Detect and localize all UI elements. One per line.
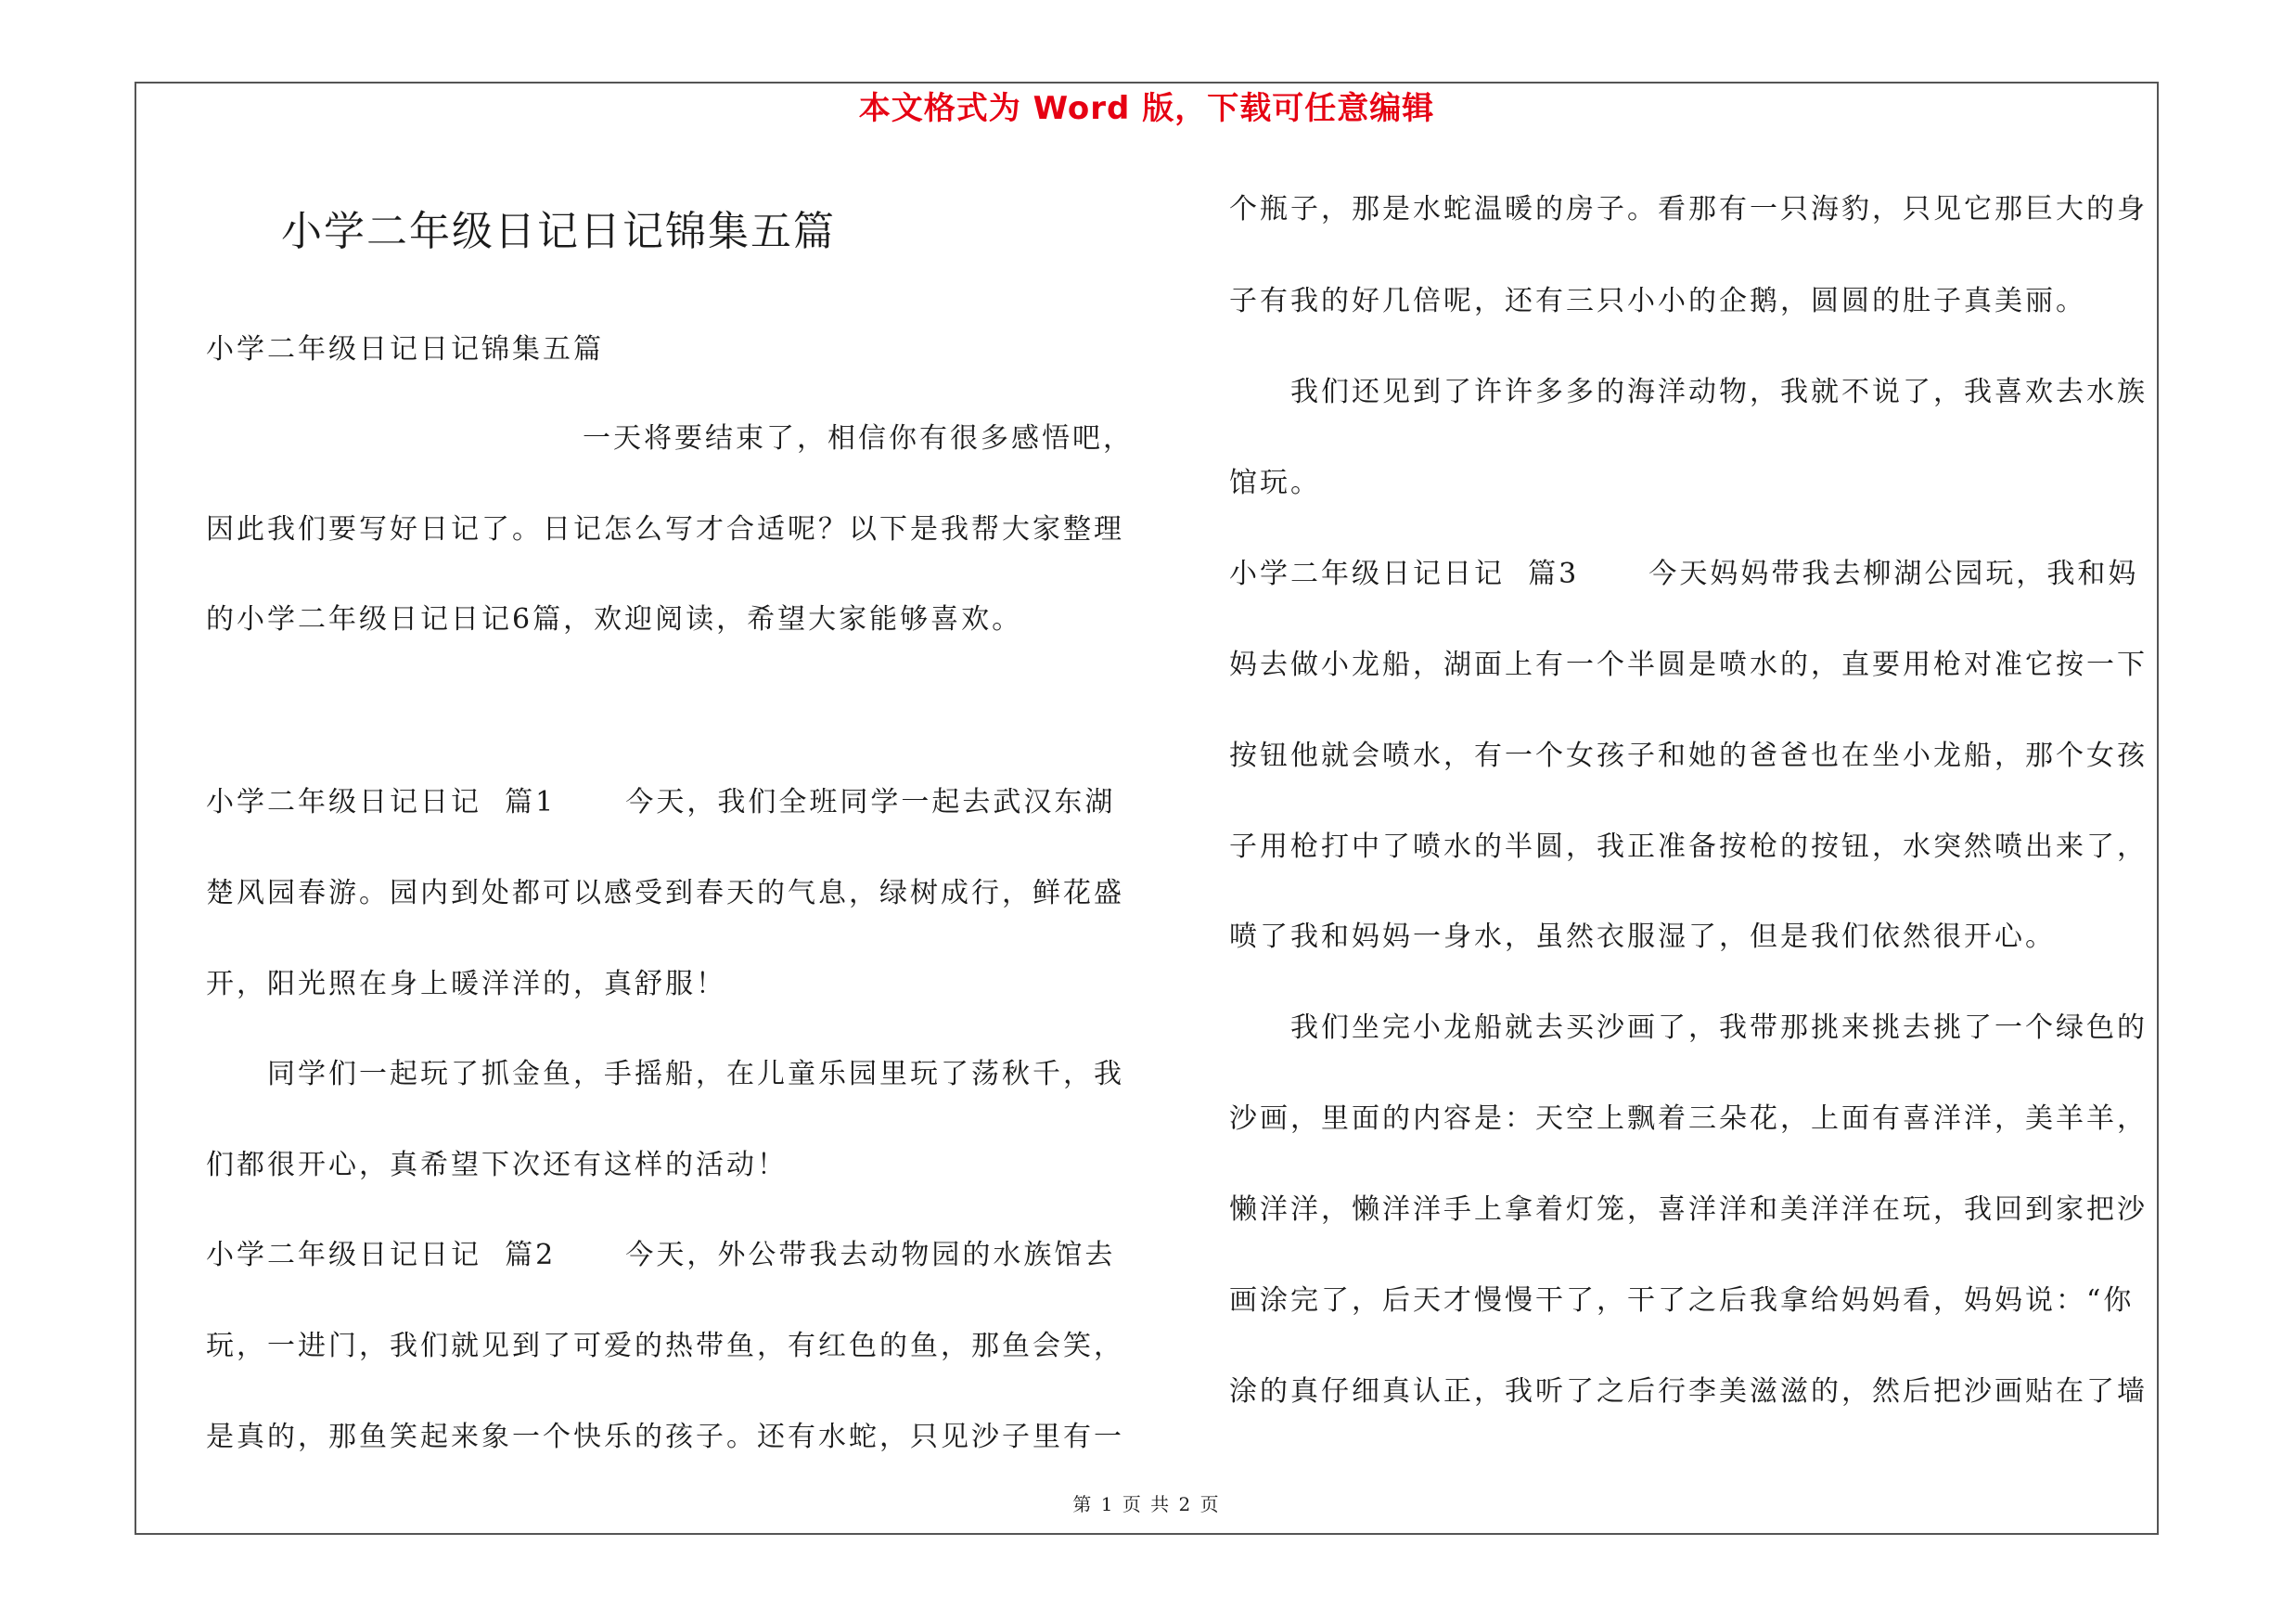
subtitle-line: 小学二年级日记日记锦集五篇 [206, 333, 604, 366]
entry-3-para-2-line-2: 沙画，里面的内容是：天空上飘着三朵花，上面有喜洋洋，美羊羊， [1229, 1102, 2148, 1135]
entry-3-para-2-line-5: 涂的真仔细真认正，我听了之后行李美滋滋的，然后把沙画贴在了墙 [1229, 1375, 2148, 1408]
entry-1-line-2: 楚风园春游。园内到处都可以感受到春天的气息，绿树成行，鲜花盛 [206, 877, 1124, 909]
entry-3-line-2: 妈去做小龙船，湖面上有一个半圆是喷水的，直要用枪对准它按一下 [1229, 649, 2148, 681]
page-number: 第 1 页 共 2 页 [1072, 1493, 1221, 1515]
entry-1-para-2-line-1: 同学们一起玩了抓金鱼，手摇船，在儿童乐园里玩了荡秋千，我 [267, 1058, 1124, 1090]
entry-3-para-2-line-1: 我们坐完小龙船就去买沙画了，我带那挑来挑去挑了一个绿色的 [1290, 1011, 2148, 1044]
entry-3-line-5: 喷了我和妈妈一身水，虽然衣服湿了，但是我们依然很开心。 [1229, 921, 2056, 953]
entry-3-line-3: 按钮他就会喷水，有一个女孩子和她的爸爸也在坐小龙船，那个女孩 [1229, 740, 2148, 772]
document-title: 小学二年级日记日记锦集五篇 [281, 208, 836, 255]
entry-3-line-4: 子用枪打中了喷水的半圆，我正准备按枪的按钮，水突然喷出来了， [1229, 831, 2148, 863]
entry-2-heading-line: 小学二年级日记日记 篇2 今天，外公带我去动物园的水族馆去 [206, 1239, 1116, 1271]
intro-line-2: 因此我们要写好日记了。日记怎么写才合适呢？以下是我帮大家整理 [206, 513, 1124, 546]
entry-2-para-2-line-1: 我们还见到了许许多多的海洋动物，我就不说了，我喜欢去水族 [1290, 376, 2148, 408]
entry-3-para-2-line-3: 懒洋洋，懒洋洋手上拿着灯笼，喜洋洋和美洋洋在玩，我回到家把沙 [1229, 1193, 2148, 1226]
intro-line-1: 一天将要结束了，相信你有很多感悟吧， [583, 422, 1134, 455]
entry-2-line-3: 是真的，那鱼笑起来象一个快乐的孩子。还有水蛇，只见沙子里有一 [206, 1421, 1124, 1453]
entry-2-para-2-line-2: 馆玩。 [1229, 467, 1321, 499]
entry-2-line-5: 子有我的好几倍呢，还有三只小小的企鹅，圆圆的肚子真美丽。 [1229, 285, 2086, 317]
entry-3-para-2-line-4: 画涂完了，后天才慢慢干了，干了之后我拿给妈妈看，妈妈说：“你 [1229, 1284, 2135, 1317]
entry-1-para-2-line-2: 们都很开心，真希望下次还有这样的活动！ [206, 1149, 788, 1181]
entry-1-line-3: 开，阳光照在身上暖洋洋的，真舒服！ [206, 968, 726, 1000]
entry-2-line-4: 个瓶子，那是水蛇温暖的房子。看那有一只海豹，只见它那巨大的身 [1229, 193, 2148, 225]
entry-2-line-2: 玩，一进门，我们就见到了可爱的热带鱼，有红色的鱼，那鱼会笑， [206, 1330, 1124, 1362]
format-banner: 本文格式为 Word 版，下载可任意编辑 [858, 90, 1435, 127]
entry-1-heading-line: 小学二年级日记日记 篇1 今天，我们全班同学一起去武汉东湖 [206, 786, 1116, 818]
entry-3-heading-line: 小学二年级日记日记 篇3 今天妈妈带我去柳湖公园玩，我和妈 [1229, 558, 2139, 590]
intro-line-3: 的小学二年级日记日记6篇，欢迎阅读，希望大家能够喜欢。 [206, 603, 1023, 636]
